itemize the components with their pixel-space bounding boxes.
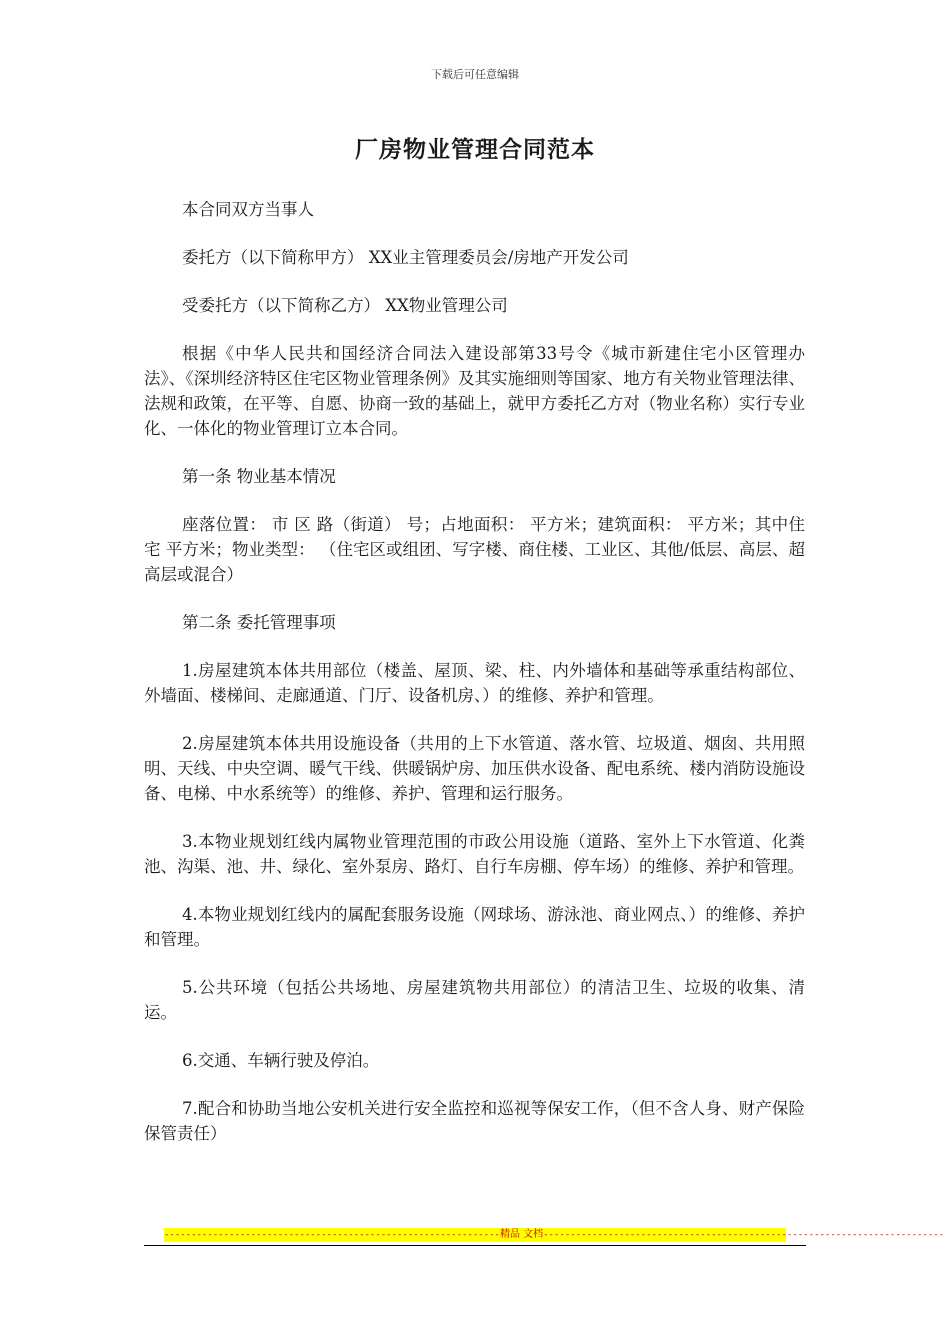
article-2-heading: 第二条 委托管理事项 (182, 613, 336, 632)
list-item-7: 7.配合和协助当地公安机关进行安全监控和巡视等保安工作，（但不含人身、财产保险保管责任） (144, 1099, 805, 1143)
list-item-2: 2.房屋建筑本体共用设施设备（共用的上下水管道、落水管、垃圾道、烟囱、共用照明、天线、中央空调、暖气干线、供暖锅炉房、加压供水设备、配电系统、楼内消防设施设备、电梯、中水系统等）的维修、养护、管理和运行服务。 (144, 734, 805, 803)
article-1-heading: 第一条 物业基本情况 (182, 467, 336, 486)
list-item-4: 4.本物业规划红线内的属配套服务设施（网球场、游泳池、商业网点、）的维修、养护和管理。 (144, 905, 805, 949)
paragraph-party-b: 受委托方（以下简称乙方） XX物业管理公司 (182, 296, 508, 315)
document-body (144, 197, 805, 1169)
list-item-3: 3.本物业规划红线内属物业管理范围的市政公用设施（道路、室外上下水管道、化粪池、沟渠、池、井、绿化、室外泵房、路灯、自行车房棚、停车场）的维修、养护和管理。 (144, 832, 805, 876)
footer-rule (144, 1245, 806, 1246)
list-item-5: 5.公共环境（包括公共场地、房屋建筑物共用部位）的清洁卫生、垃圾的收集、清运。 (144, 978, 805, 1022)
paragraph-property-info: 座落位置： 市 区 路（街道） 号；占地面积： 平方米；建筑面积： 平方米；其中住宅 平方米；物业类型： （住宅区或组团、写字楼、商住楼、工业区、其他/低层、高层、超高层或混合） (144, 515, 805, 584)
footer-left-dashes: -------------------------------------------------------------- (164, 1230, 500, 1240)
footer-label: 精品 文档 (499, 1229, 544, 1240)
footer-right-dashes: -------------------------------------------------------------------------- (543, 1230, 945, 1240)
list-item-6: 6.交通、车辆行驶及停泊。 (182, 1051, 380, 1070)
paragraph-parties-intro: 本合同双方当事人 (182, 200, 314, 219)
footer-banner (164, 1228, 945, 1242)
paragraph-preamble: 根据《中华人民共和国经济合同法入建设部第33号令《城市新建住宅小区管理办法》、《深圳经济特区住宅区物业管理条例》及其实施细则等国家、地方有关物业管理法律、法规和政策，在平等、自愿、协商一致的基础上，就甲方委托乙方对（物业名称）实行专业化、一体化的物业管理订立本合同。 (144, 344, 805, 438)
paragraph-party-a: 委托方（以下简称甲方） XX业主管理委员会/房地产开发公司 (182, 248, 629, 267)
document-title: 厂房物业管理合同范本 (355, 137, 595, 163)
list-item-1: 1.房屋建筑本体共用部位（楼盖、屋顶、梁、柱、内外墙体和基础等承重结构部位、外墙面、楼梯间、走廊通道、门厅、设备机房、）的维修、养护和管理。 (144, 661, 805, 705)
header-note: 下载后可任意编辑 (431, 68, 519, 81)
